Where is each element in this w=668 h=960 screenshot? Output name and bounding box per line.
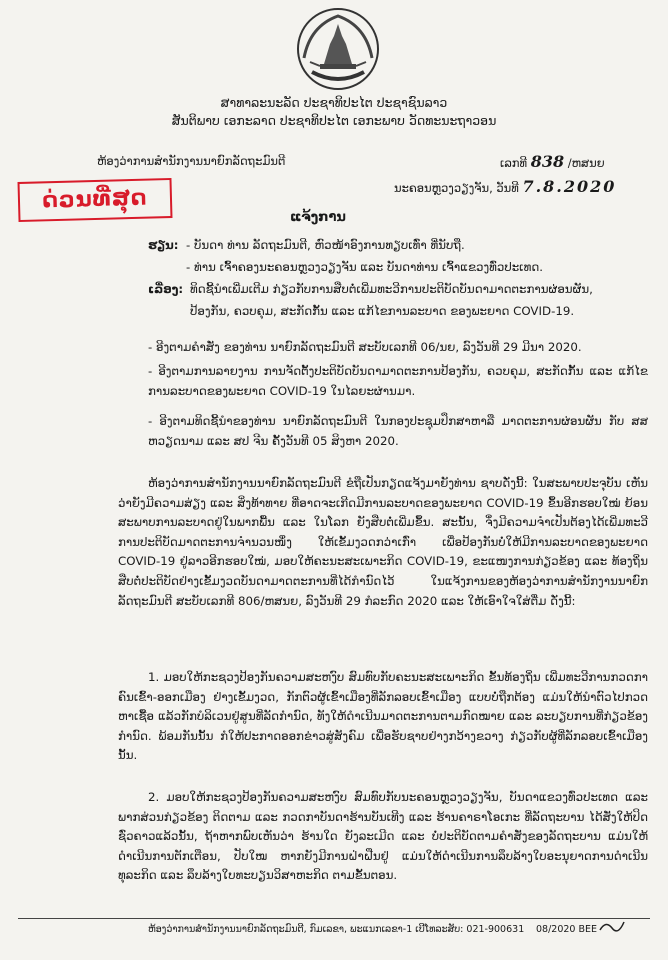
urgent-stamp: ດ່ວນທີ່ສຸດ	[18, 178, 173, 222]
number-suffix: /ຫສນຍ	[567, 156, 605, 170]
country-line: ສາທາລະນະລັດ ປະຊາທິປະໄຕ ປະຊາຊົນລາວ	[220, 95, 448, 110]
subject-label: ເລື່ອງ:	[148, 282, 184, 296]
list-item-2: 2. ມອບໃຫ້ກະຊວງປ້ອງກັນຄວາມສະຫງົບ ສົມທົບກັບນະຄອນຫຼວງວຽງຈັນ, ບັນດາແຂວງທົ່ວປະເທດ ແລະ ພາກສ່ວນກ່ຽວຂ້ອງ ຕິດຕາມ ແລະ ກວດກາບັນດາຮ້ານບັນເທີງ ແລະ ຮ້ານຄາຣາໂອເກະ ທີ່ລັດຖະບານ ໄດ້ສັ່ງໃຫ້ປິດຊົ່ວຄາວແລ້ວນັ້ນ, ຖ້າຫາກພົບເຫັນວ່າ ຮ້ານໃດ ຍັງລະເມີດ ແລະ ບໍ່ປະຕິບັດຕາມຄຳສັ່ງຂອງລັດຖະບານ ແມ່ນໃຫ້ດຳເນີນການຕັກເຕືອນ, ປັບໃໝ ຫາກຍັງມີການຝ່າຝືນຢູ່ ແມ່ນໃຫ້ດຳເນີນການລຶບລ້າງໃບອະນຸຍາດການດຳເນີນທຸລະກິດ ແລະ ລຶບລ້າງໃບທະບຽນວິສາຫະກິດ ຕາມຂັ້ນຕອນ.	[118, 790, 648, 883]
reference-2: - ອີງຕາມການລາຍງານ ການຈັດຕັ້ງປະຕິບັດບັນດາມາດຕະການປ້ອງກັນ, ຄວບຄຸມ, ສະກັດກັ້ນ ແລະ ແກ້ໄຂການລະບາດຂອງພະຍາດ COVID-19 ໃນໄລຍະຜ່ານມາ.	[148, 364, 648, 398]
document-title: ແຈ້ງການ	[290, 210, 346, 225]
number-value: 838	[530, 152, 565, 171]
reference-1: - ອີງຕາມຄຳສັ່ງ ຂອງທ່ານ ນາຍົກລັດຖະມົນຕີ ສະບັບເລກທີ 06/ນຍ, ລົງວັນທີ 29 ມີນາ 2020.	[148, 340, 582, 354]
footer-code: 08/2020 BEE	[536, 924, 598, 935]
footer-divider	[18, 918, 650, 919]
national-emblem-icon	[290, 6, 386, 92]
addressee-line-1: - ບັນດາ ທ່ານ ລັດຖະມົນຕີ, ຫົວໜ້າອົງການທຽບເທົ່າ ທີ່ນັບຖື.	[186, 238, 465, 252]
document-number	[500, 152, 605, 171]
footer-text: ຫ້ອງວ່າການສຳນັກງານນາຍົກລັດຖະມົນຕີ, ກົມເລຂາ, ພະແນກເລຂາ-1 ເບີໂທລະສັບ: 021-900631	[148, 924, 525, 935]
subject-line-1: ທິດຊີ້ນຳເພີ່ມເຕີມ ກ່ຽວກັບການສືບຕໍ່ເພີ່ມທະວີການປະຕິບັດບັນດາມາດຕະການຜ່ອນຜັນ,	[190, 282, 593, 296]
date-value: 7.8.2020	[522, 177, 617, 196]
addressee-line-2: - ທ່ານ ເຈົ້າຄອງນະຄອນຫຼວງວຽງຈັນ ແລະ ບັນດາທ່ານ ເຈົ້າແຂວງທົ່ວປະເທດ.	[186, 260, 543, 274]
issuing-office: ຫ້ອງວ່າການສຳນັກງານນາຍົກລັດຖະມົນຕີ	[97, 154, 286, 168]
addressee-label: ຮຽນ:	[148, 238, 179, 252]
motto-line: ສັນຕິພາບ ເອກະລາດ ປະຊາທິປະໄຕ ເອກະພາບ ວັດທະນະຖາວອນ	[171, 113, 497, 128]
list-item-1: 1. ມອບໃຫ້ກະຊວງປ້ອງກັນຄວາມສະຫງົບ ສົມທົບກັບຄະນະສະເພາະກິດ ຂັ້ນທ້ອງຖິ່ນ ເພີ່ມທະວີການກວດກາຄົນເຂົ້າ-ອອກເມືອງ ຢ່າງເຂັ້ມງວດ, ກັກຕົວຜູ້ເຂົ້າເມືອງທີ່ລັກລອບເຂົ້າເມືອງ ແບບບໍ່ຖືກຕ້ອງ ແມ່ນໃຫ້ນຳຕົວໄປກວດຫາເຊື້ອ ແລ້ວກັກບໍລິເວນຢູ່ສູນທີ່ລັດກຳນົດ, ທັງໃຫ້ດຳເນີນມາດຕະການຕາມກົດໝາຍ ແລະ ລະບຽບການທີ່ກ່ຽວຂ້ອງກຳນົດ. ພ້ອມກັນນັ້ນ ກໍໃຫ້ປະກາດອອກຂ່າວສູ່ສັງຄົມ ເພື່ອຮັບຊາບຢ່າງກວ້າງຂວາງ ກ່ຽວກັບຜູ້ທີ່ລັກລອບເຂົ້າເມືອງນັ້ນ.	[118, 670, 648, 763]
place-date-label: ນະຄອນຫຼວງວຽງຈັນ, ວັນທີ	[394, 181, 519, 195]
number-label: ເລກທີ	[500, 156, 528, 170]
reference-3: - ອີງຕາມທິດຊີ້ນຳຂອງທ່ານ ນາຍົກລັດຖະມົນຕີ ໃນກອງປະຊຸມປຶກສາຫາລື ມາດຕະການຜ່ອນຜັນ ກັບ ສສ ຫວຽດນາມ ແລະ ສປ ຈີນ ຄັ້ງວັນທີ 05 ສິງຫາ 2020.	[148, 414, 648, 448]
place-date	[394, 177, 616, 196]
initials-mark-icon	[598, 918, 626, 934]
subject-line-2: ປ້ອງກັນ, ຄວບຄຸມ, ສະກັດກັ້ນ ແລະ ແກ້ໄຂການລະບາດ ຂອງພະຍາດ COVID-19.	[190, 304, 575, 318]
intro-paragraph: ຫ້ອງວ່າການສຳນັກງານນາຍົກລັດຖະມົນຕີ ຂໍຖືເປັນກຽດແຈ້ງມາຍັງທ່ານ ຊາບດັ່ງນີ້: ໃນສະພາບປະຈຸບັນ ເຫັນວ່າຍັງມີຄວາມສ່ຽງ ແລະ ສິ່ງທ້າທາຍ ທີ່ອາດຈະເກີດມີການລະບາດຂອງພະຍາດ COVID-19 ຂຶ້ນອີກຮອບໃໝ່ ຍ້ອນສະພາບການລະບາດຢູ່ໃນພາກພື້ນ ແລະ ໃນໂລກ ຍັງສືບຕໍ່ເພີ່ມຂຶ້ນ. ສະນັ້ນ, ຈຶ່ງມີຄວາມຈຳເປັນຕ້ອງໄດ້ເພີ່ມທະວີການປະຕິບັດມາດຕະການຈຳນວນໜຶ່ງ ໃຫ້ເຂັ້ມງວດກວ່າເກົ່າ ເພື່ອປ້ອງກັນບໍ່ໃຫ້ມີການລະບາດຂອງພະຍາດ COVID-19 ຢູ່ລາວອີກຮອບໃໝ່, ມອບໃຫ້ຄະນະສະເພາະກິດ COVID-19, ຂະແໜງການກ່ຽວຂ້ອງ ແລະ ທ້ອງຖິ່ນ ສືບຕໍ່ປະຕິບັດຢ່າງເຂັ້ມງວດບັນດາມາດຕະການທີ່ໄດ້ກຳນົດໄວ້ ໃນແຈ້ງການຂອງຫ້ອງວ່າການສຳນັກງານນາຍົກລັດຖະມົນຕີ ສະບັບເລກທີ 806/ຫສນຍ, ລົງວັນທີ 29 ກໍລະກົດ 2020 ແລະ ໃຫ້ເອົາໃຈໃສ່ຕື່ມ ດັ່ງນີ້:	[118, 476, 648, 608]
